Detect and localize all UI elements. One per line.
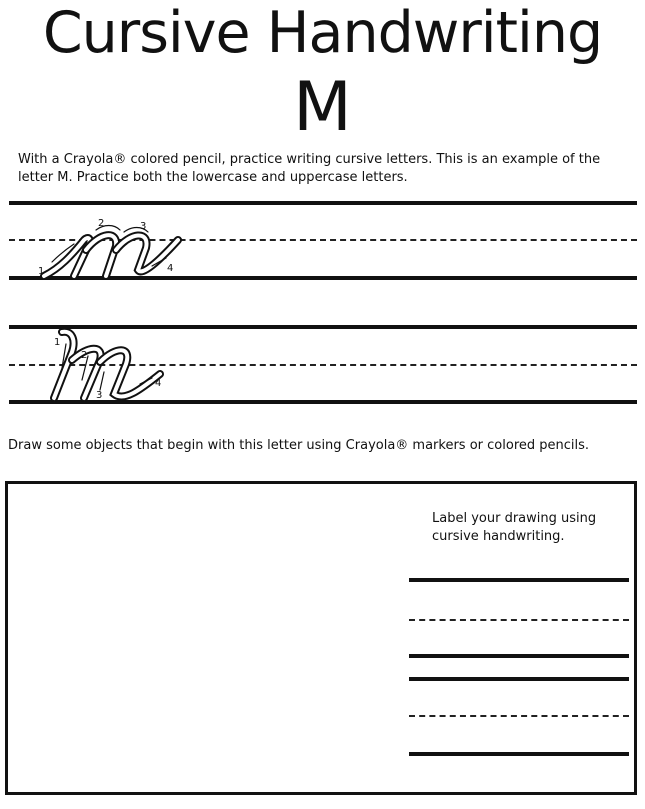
stroke-number: 2 — [98, 218, 105, 229]
stroke-number: 2 — [81, 350, 88, 361]
instructions-text: With a Crayola® colored pencil, practice writing cursive letters. This is an example of the letter M. Practice both the lowercase and uppercase letters. — [18, 152, 601, 185]
label-prompt: Label your drawing using cursive handwriting. — [432, 511, 597, 544]
stroke-number: 4 — [155, 378, 162, 389]
stroke-number: 3 — [140, 221, 147, 232]
midline-dashed — [409, 619, 629, 621]
top-line — [409, 578, 629, 582]
stroke-number: 1 — [54, 337, 61, 348]
page-title: Cursive Handwriting — [42, 0, 603, 66]
stroke-number: 4 — [167, 263, 174, 274]
baseline — [409, 752, 629, 756]
baseline — [409, 654, 629, 658]
top-line — [409, 677, 629, 681]
stroke-number: 3 — [96, 390, 103, 401]
midline-dashed — [409, 715, 629, 717]
drawing-prompt: Draw some objects that begin with this letter using Crayola® markers or colored pencils. — [8, 438, 590, 453]
stroke-number: 1 — [38, 266, 45, 277]
featured-letter: M — [293, 68, 352, 147]
